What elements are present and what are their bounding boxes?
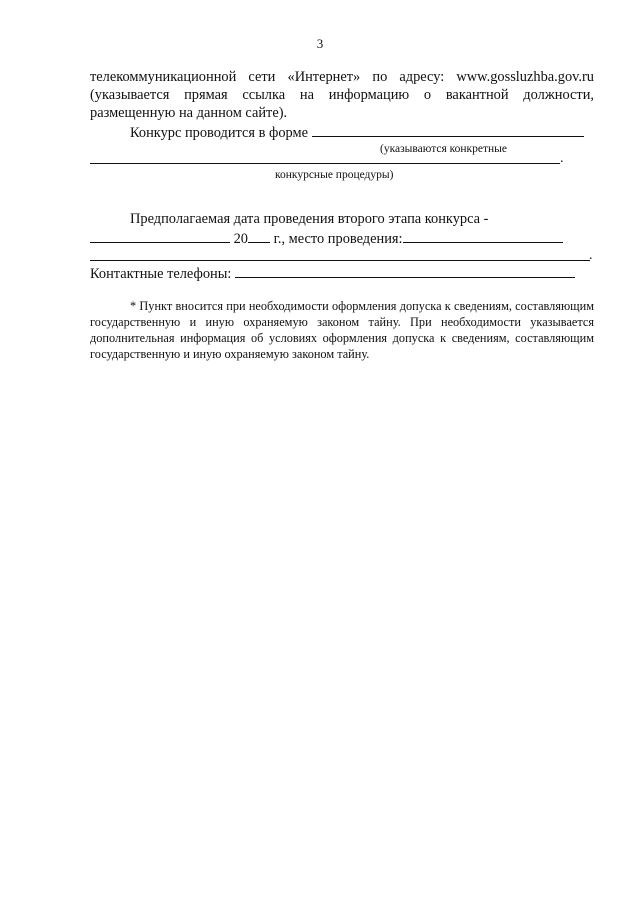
contacts-blank[interactable] (235, 263, 575, 278)
contest-form-blank[interactable] (312, 122, 584, 137)
contest-form-blank-line2[interactable] (90, 163, 560, 164)
contest-form-terminator: . (560, 151, 564, 166)
second-stage-year-blank[interactable] (248, 228, 270, 243)
second-stage-date-line (90, 228, 594, 248)
contest-form-label: Конкурс проводится в форме (130, 125, 308, 141)
intro-paragraph: телекоммуникационной сети «Интернет» по адресу: www.gossluzhba.gov.ru (указывается прямая ссылка на информацию о вакантной должности, размещенную на данном сайте). (90, 69, 594, 121)
second-stage-label: Предполагаемая дата проведения второго этапа конкурса - (130, 211, 489, 227)
footnote (90, 298, 594, 362)
contacts-line (90, 263, 594, 283)
contest-form-note-part1: (указываются конкретные (380, 143, 507, 155)
second-stage-year-prefix: 20 (233, 231, 248, 247)
second-stage-terminator: . (589, 248, 593, 263)
second-stage-year-suffix: г., место проведения: (273, 231, 403, 247)
footnote-marker: * (130, 299, 137, 313)
footnote-text: Пункт вносится при необходимости оформления допуска к сведениям, составляющим государственную и иную охраняемую законом тайну. При необходимости указывается дополнительная информация об условиях оформления допуска к сведениям, составляющим государственную и иную охраняемую законом тайну. (90, 299, 594, 361)
contest-form-note-part2: конкурсные процедуры) (275, 169, 394, 181)
contest-form-line (130, 122, 594, 142)
contacts-label: Контактные телефоны: (90, 266, 232, 282)
second-stage-date-blank[interactable] (90, 228, 230, 243)
second-stage-place-blank[interactable] (403, 228, 563, 243)
page-number: 3 (316, 36, 324, 51)
second-stage-place-blank-line2[interactable] (90, 260, 590, 261)
